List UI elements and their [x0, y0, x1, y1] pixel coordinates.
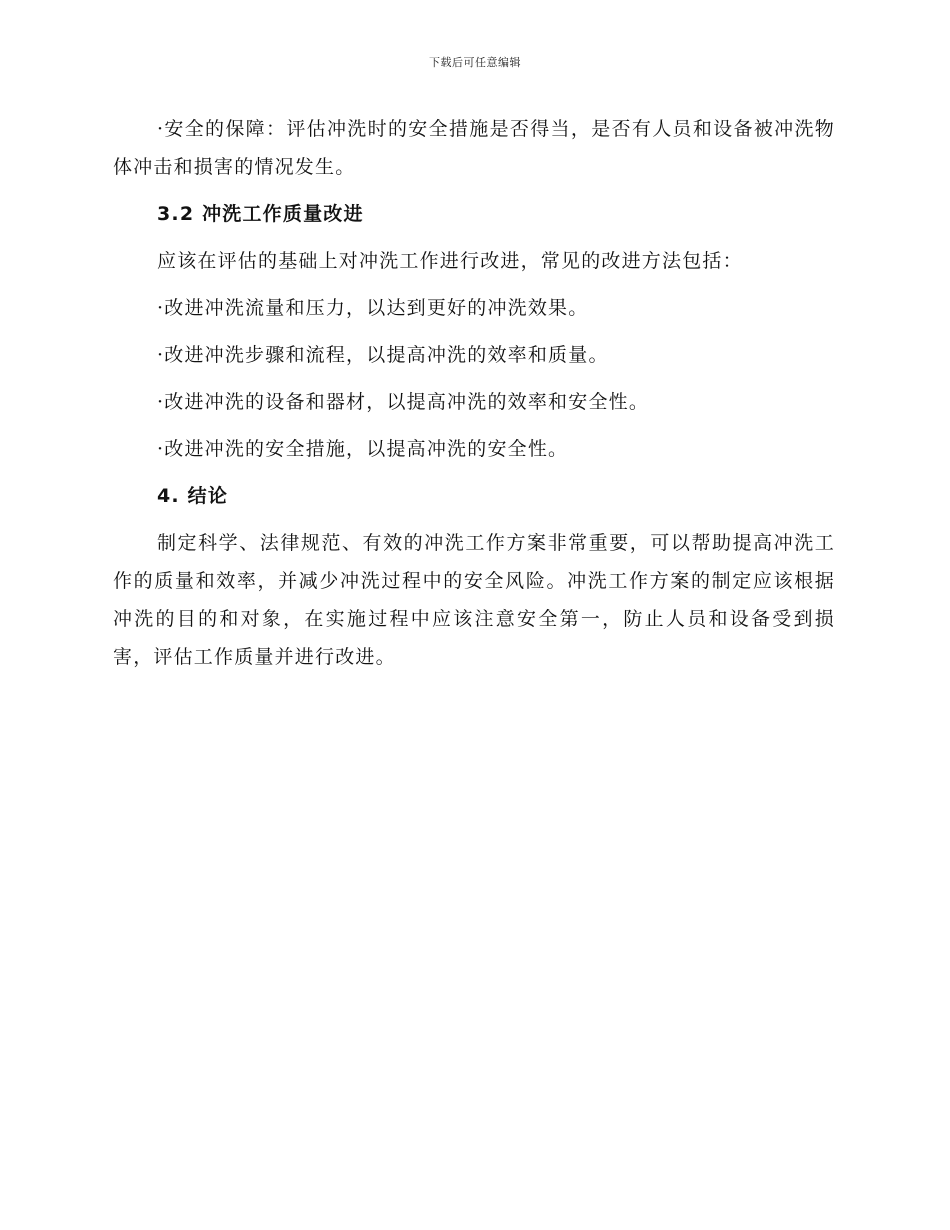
improvement-bullet: ·改进冲洗的安全措施，以提高冲洗的安全性。 — [157, 438, 569, 460]
section-4-heading: 4. 结论 — [157, 485, 229, 507]
safety-bullet-paragraph: ·安全的保障：评估冲洗时的安全措施是否得当，是否有人员和设备被冲洗物体冲击和损害的情况发生。 — [113, 118, 835, 178]
conclusion-paragraph: 制定科学、法律规范、有效的冲洗工作方案非常重要，可以帮助提高冲洗工作的质量和效率，并减少冲洗过程中的安全风险。冲洗工作方案的制定应该根据冲洗的目的和对象，在实施过程中应该注意安全第一，防止人员和设备受到损害，评估工作质量并进行改进。 — [113, 532, 835, 668]
improvement-bullet: ·改进冲洗的设备和器材，以提高冲洗的效率和安全性。 — [157, 391, 650, 413]
document-body — [113, 110, 835, 685]
improvement-bullet: ·改进冲洗步骤和流程，以提高冲洗的效率和质量。 — [157, 344, 609, 366]
section-3-2-lead: 应该在评估的基础上对冲洗工作进行改进，常见的改进方法包括： — [157, 250, 743, 272]
section-3-2-heading: 3.2 冲洗工作质量改进 — [157, 203, 364, 225]
improvement-bullet: ·改进冲洗流量和压力，以达到更好的冲洗效果。 — [157, 297, 589, 319]
header-note: 下载后可任意编辑 — [429, 56, 521, 69]
